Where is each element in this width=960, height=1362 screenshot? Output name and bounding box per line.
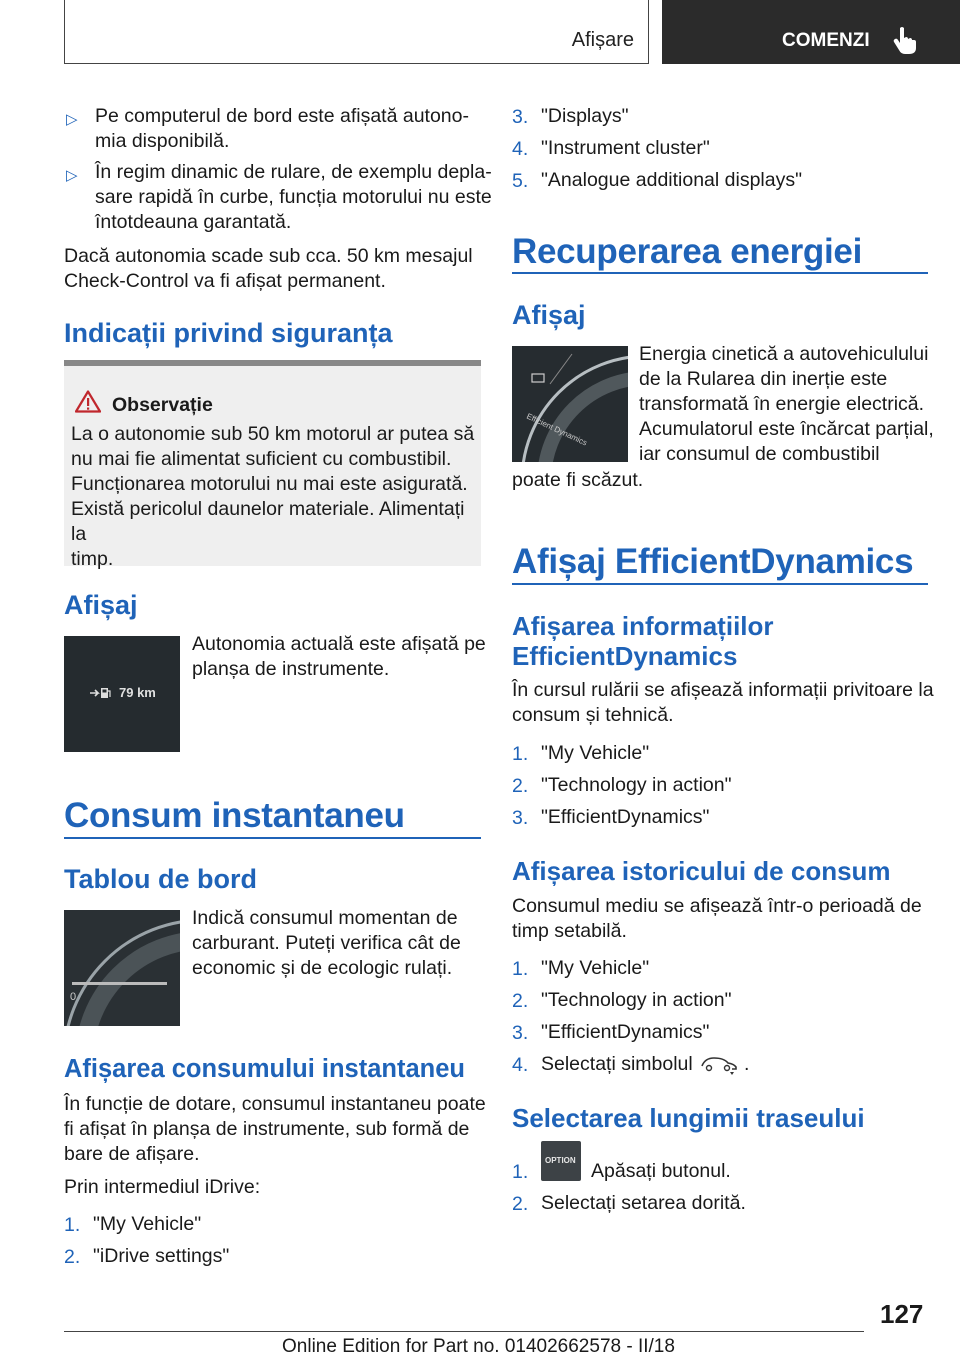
- header-chapter-label: COMENZI: [782, 30, 870, 51]
- step-number: 1.: [64, 1214, 81, 1236]
- afisarea-text: [64, 1092, 486, 1167]
- recup-line: iar consumul de combustibil: [639, 443, 880, 465]
- car-consumption-icon: [700, 1054, 738, 1076]
- svg-text:Efficient Dynamics: Efficient Dynamics: [525, 411, 589, 448]
- heading-info: [512, 611, 774, 671]
- prin-idrive: Prin intermediul iDrive:: [64, 1176, 261, 1198]
- afisarea-line: În funcție de dotare, consumul instantaneu poate: [64, 1093, 486, 1115]
- bullet-2-line-1: În regim dinamic de rulare, de exemplu depla-: [95, 161, 492, 183]
- step-text: "iDrive settings": [93, 1245, 230, 1267]
- warning-triangle-icon: [75, 390, 101, 413]
- step-text: "Analogue additional displays": [541, 169, 803, 191]
- bullet-triangle-icon: ▷: [66, 111, 78, 128]
- heading-afisaj-right: Afișaj: [512, 300, 586, 330]
- display-text: [192, 632, 486, 682]
- afisarea-line: bare de afișare.: [64, 1143, 200, 1165]
- heading-afisarea-consumului: Afișarea consumului instantaneu: [64, 1055, 466, 1083]
- info-line: consum și tehnică.: [512, 704, 674, 726]
- step-number: 2.: [512, 1193, 529, 1215]
- warning-box: [64, 360, 481, 570]
- energy-gauge-graphic: [512, 346, 628, 462]
- heading-lungime: Selectarea lungimii traseului: [512, 1103, 865, 1133]
- step-number: 1.: [512, 958, 529, 980]
- bullet-1-line-2: mia disponibilă.: [95, 130, 230, 152]
- warning-title: Observație: [112, 394, 213, 416]
- recup-text: [639, 342, 934, 467]
- heading-consum: Consum instantaneu: [64, 796, 405, 835]
- dashboard-gauge-image: [64, 910, 180, 1026]
- step-number: 4.: [512, 1054, 529, 1076]
- istoric-line: timp setabilă.: [512, 920, 627, 942]
- info-text: [512, 678, 934, 728]
- energy-recuperation-image: [512, 346, 628, 462]
- step-number: 2.: [512, 775, 529, 797]
- option-button-image: [541, 1141, 581, 1181]
- istoric-line: Consumul mediu se afișează într-o perioadă de: [512, 895, 922, 917]
- display-line: Autonomia actuală este afișată pe: [192, 633, 486, 655]
- bullet-text-2: [95, 160, 492, 235]
- heading-istoric: Afișarea istoricului de consum: [512, 856, 891, 886]
- gauge-arc-graphic: [64, 910, 180, 1026]
- pointing-hand-icon: [892, 26, 918, 54]
- step-number: 3.: [512, 1022, 529, 1044]
- step-text: "Instrument cluster": [541, 137, 710, 159]
- step-number: 1.: [512, 1161, 529, 1183]
- step-text: "My Vehicle": [93, 1213, 202, 1235]
- footer-rule: [64, 1331, 864, 1332]
- step-text: Selectați simbolul: [541, 1053, 693, 1075]
- heading-tablou: Tablou de bord: [64, 864, 257, 894]
- step-text: "Technology in action": [541, 774, 732, 796]
- heading-rule: [512, 272, 928, 274]
- step-number: 5.: [512, 170, 529, 192]
- display-line: planșa de instrumente.: [192, 658, 390, 680]
- step-number: 2.: [512, 990, 529, 1012]
- warning-line: timp.: [71, 548, 114, 570]
- step-text: "Technology in action": [541, 989, 732, 1011]
- warning-text: [71, 422, 481, 572]
- afisarea-line: fi afișat în planșa de instrumente, sub formă de: [64, 1118, 470, 1140]
- footer-edition: Online Edition for Part no. 01402662578 - II/18: [282, 1336, 675, 1357]
- heading-info-line: EfficientDynamics: [512, 641, 738, 671]
- fuel-range-icon: [90, 686, 112, 700]
- page-number: 127: [880, 1299, 924, 1329]
- heading-safety: Indicații privind siguranța: [64, 318, 393, 348]
- paragraph-line: Dacă autonomia scade sub cca. 50 km mesajul: [64, 245, 473, 267]
- step-number: 1.: [512, 743, 529, 765]
- recup-line: Energia cinetică a autovehiculului: [639, 343, 929, 365]
- heading-efficientdynamics: Afișaj EfficientDynamics: [512, 542, 914, 581]
- header-chapter-tab: [662, 0, 960, 64]
- heading-rule: [64, 837, 481, 839]
- step-number: 2.: [64, 1246, 81, 1268]
- heading-info-line: Afișarea informațiilor: [512, 611, 774, 641]
- heading-recuperarea: Recuperarea energiei: [512, 232, 863, 271]
- tablou-line: carburant. Puteți verifica cât de: [192, 932, 461, 954]
- bullet-1-line-1: Pe computerul de bord este afișată autono-: [95, 105, 469, 127]
- header-section-label: Afișare: [571, 29, 634, 51]
- heading-display: Afișaj: [64, 590, 138, 620]
- heading-rule: [512, 583, 928, 585]
- istoric-text: [512, 894, 922, 944]
- warning-line: nu mai fie alimentat suficient cu combustibil.: [71, 448, 452, 470]
- step-text: "EfficientDynamics": [541, 806, 710, 828]
- tablou-text: [192, 906, 461, 981]
- step-text: "My Vehicle": [541, 742, 650, 764]
- step-text: "EfficientDynamics": [541, 1021, 710, 1043]
- warning-line: Există pericolul daunelor materiale. Alimentați la: [71, 498, 465, 545]
- bullet-2-line-2: sare rapidă în curbe, funcția motorului nu este: [95, 186, 492, 208]
- step-text: "My Vehicle": [541, 957, 650, 979]
- warning-line: La o autonomie sub 50 km motorul ar putea să: [71, 423, 475, 445]
- recup-line: Acumulatorul este încărcat parțial,: [639, 418, 934, 440]
- bullet-2-line-3: întotdeauna garantată.: [95, 211, 292, 233]
- step-4-tail: .: [744, 1053, 750, 1075]
- range-display-image: [64, 636, 180, 752]
- info-line: În cursul rulării se afișează informații privitoare la: [512, 679, 934, 701]
- warning-line: Funcționarea motorului nu mai este asigurată.: [71, 473, 468, 495]
- tablou-line: Indică consumul momentan de: [192, 907, 458, 929]
- recup-line: transformată în energie electrică.: [639, 393, 925, 415]
- option-button-label: OPTION: [545, 1156, 576, 1165]
- range-readout: 79 km: [119, 685, 156, 700]
- svg-text:0: 0: [70, 991, 77, 1003]
- step-number: 3.: [512, 807, 529, 829]
- step-number: 4.: [512, 138, 529, 160]
- recup-line: de la Rularea din inerție este: [639, 368, 888, 390]
- step-text: Apăsați butonul.: [591, 1160, 731, 1182]
- bullet-triangle-icon: ▷: [66, 167, 78, 184]
- step-text: "Displays": [541, 105, 629, 127]
- tablou-line: economic și de ecologic rulați.: [192, 957, 453, 979]
- step-text: Selectați setarea dorită.: [541, 1192, 746, 1214]
- step-number: 3.: [512, 106, 529, 128]
- header-section-tab: [64, 0, 649, 64]
- bullet-text-1: [95, 104, 469, 154]
- recup-tail: poate fi scăzut.: [512, 469, 644, 491]
- autonomy-paragraph: [64, 244, 473, 294]
- paragraph-line: Check-Control va fi afișat permanent.: [64, 270, 386, 292]
